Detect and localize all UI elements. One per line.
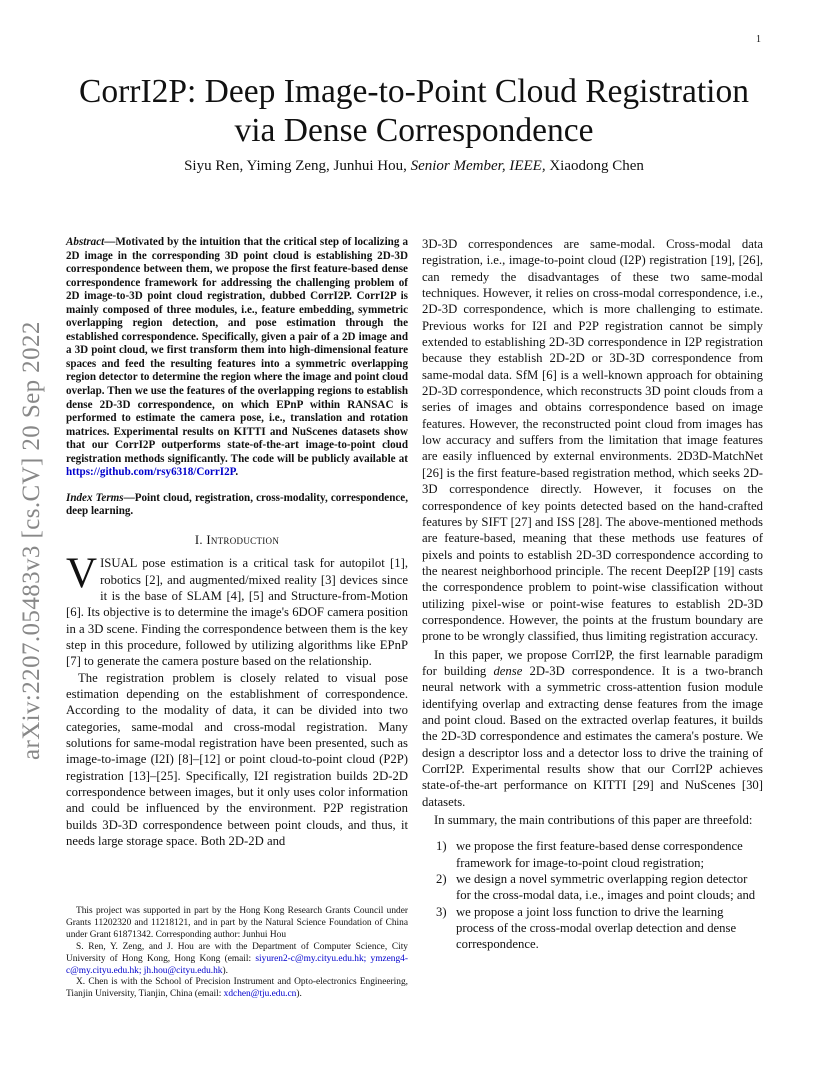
contributions-list	[422, 838, 763, 952]
footnote-affiliation-1-text: S. Ren, Y. Zeng, and J. Hou are with the Department of Computer Science, City University of Hong Kong, Hong Kong (email:	[66, 941, 408, 964]
title-line-1: CorrI2P: Deep Image-to-Point Cloud Registration	[79, 73, 749, 110]
right-paragraph-1: 3D-3D correspondences are same-modal. Cross-modal data registration, i.e., image-to-point cloud (I2P) registration [19], [26], can remedy the disadvantages of these two same-modal techniques. However, it relies on cross-modal correspondence, i.e., 2D-3D correspondence, which is more challenging to estimate. Previous works for I2I and P2P registration cannot be simply extended to establishing 2D-3D correspondence in I2P registration because they establish 2D-2D or 3D-3D correspondence from same-modal data. SfM [6] is a well-known approach for obtaining 2D-3D correspondence, which reconstructs 3D point clouds from a series of images and obtains correspondence based on image features. However, the reconstructed point cloud from images has low accuracy and suffers from the limitation that image features are easily influenced by external environments. 2D3D-MatchNet [26] is the first feature-based registration method, which seeks 2D-3D correspondence directly. However, it focuses on the correspondence of key points detected based on the hand-crafted features by SIFT [27] and ISS [28]. The above-mentioned methods are feature-based, meaning that these methods use features of pixels and points to establish 2D-3D correspondence according to the nearest neighborhood principle. The recent DeepI2P [19] casts the correspondence problem to point-wise classification without utilizing pixel-wise or point-wise features to establish 2D-3D correspondence. However, the points at the frustum boundary are prone to be wrongly classified, thus limiting registration accuracy.	[422, 237, 763, 644]
footnote-funding: This project was supported in part by the Hong Kong Research Grants Council under Grants 11202320 and 11218121, and in part by the Natural Science Foundation of China under Grant 61871342. Corresponding author: Junhui Hou	[66, 906, 408, 940]
index-terms	[66, 492, 408, 519]
abstract	[66, 236, 408, 480]
footnote-affiliation-2-text: X. Chen is with the School of Precision Instrument and Opto-electronics Engineering, Tianjin University, Tianjin, China (email:	[66, 977, 408, 1000]
right-paragraph-2-rest: 2D-3D correspondence. It is a two-branch neural network with a symmetric cross-attention fusion module identifying overlap and extracting dense features from the image and point cloud. Based on the extracted overlap features, it builds the 2D-3D correspondence and estimates the camera's posture. We design a descriptor loss and a detector loss to drive the training of CorrI2P. Experimental results show that our CorrI2P achieves state-of-the-art performance on KITTI [29] and NuScenes [30] datasets.	[422, 663, 763, 809]
arxiv-stamp: arXiv:2207.05483v3 [cs.CV] 20 Sep 2022	[18, 321, 45, 760]
intro-paragraph-1-text: ISUAL pose estimation is a critical task for autopilot [1], robotics [2], and augmented/mixed reality [3] devices since it is the base of SLAM [4], [5] and Structure-from-Motion [6]. Its objective is to determine the image's 6DOF camera position in a 3D scene. Finding the correspondence between them is the key step in this procedure, followed by utilizing algorithms like EPnP [7] to generate the camera posture based on the relationship.	[66, 556, 408, 669]
abstract-text: —Motivated by the intuition that the critical step of localizing a 2D image in the corresponding 3D point cloud is establishing 2D-3D correspondence between them, we propose the first feature-based dense correspondence framework for addressing the challenging problem of 2D image-to-3D point cloud registration, dubbed CorrI2P. CorrI2P is mainly composed of three modules, i.e., feature embedding, symmetric overlapping region detection, and pose estimation through the established correspondence. Specifically, given a pair of a 2D image and a 3D point cloud, we first transform them into high-dimensional feature spaces and feed the resulting features into a symmetric overlapping region detector to determine the region where the image and point cloud overlap. Then we use the features of the overlapping regions to establish dense 2D-3D correspondence, on which EPnP within RANSAC is performed to estimate the camera pose, i.e., translation and rotation matrices. Experimental results on KITTI and NuScenes datasets show that our CorrI2P outperforms state-of-the-art image-to-point cloud registration methods significantly. The code will be publicly available at	[66, 236, 408, 465]
intro-paragraph-1	[66, 550, 408, 669]
drop-cap: V	[66, 550, 98, 598]
footnote-affiliation-1	[66, 942, 408, 978]
authors-italic: Senior Member, IEEE,	[410, 158, 546, 174]
contribution-text: we propose a joint loss function to drive the learning process of the cross-modal overlap detection and dense correspondence.	[456, 904, 737, 952]
abstract-label: Abstract	[66, 236, 105, 248]
contribution-item	[422, 904, 763, 953]
footnote-affiliation-2	[66, 977, 408, 1001]
footnote-affiliation-2-close: ).	[296, 989, 302, 1000]
footnote-email-link[interactable]: xdchen@tju.edu.cn	[223, 989, 297, 1000]
right-paragraph-3: In summary, the main contributions of this paper are threefold:	[434, 813, 753, 828]
authors-plain: Siyu Ren, Yiming Zeng, Junhui Hou,	[184, 158, 411, 174]
right-paragraph-2	[422, 647, 763, 810]
page-number: 1	[756, 34, 761, 45]
footnote-emails-link[interactable]: siyuren2-c@my.cityu.edu.hk; ymzeng4-c@my.cityu.edu.hk; jh.hou@cityu.edu.hk	[66, 953, 408, 976]
contribution-number: 3)	[436, 904, 447, 919]
paper-title	[0, 72, 828, 150]
contribution-number: 1)	[436, 839, 447, 854]
footnotes	[66, 906, 408, 1001]
abstract-end: .	[235, 466, 239, 479]
title-line-2: via Dense Correspondence	[234, 112, 594, 149]
left-column	[66, 236, 408, 849]
footnote-affiliation-1-close: ).	[222, 965, 228, 976]
right-paragraph-2-emphasis: dense	[493, 663, 523, 678]
right-column	[422, 236, 763, 953]
right-paragraph-2-start: In this paper, we propose CorrI2P, the first learnable paradigm for building	[422, 647, 763, 678]
contribution-text: we propose the first feature-based dense correspondence framework for image-to-point cloud registration;	[456, 839, 743, 870]
authors	[0, 158, 828, 175]
intro-paragraph-2: The registration problem is closely related to visual pose estimation depending on the establishment of correspondence. According to the modality of data, it can be divided into two categories, same-modal and cross-modal registration. Many solutions for same-modal registration have been presented, such as image-to-image (I2I) [8]–[12] or point cloud-to-point cloud (P2P) registration [13]–[25]. Specifically, I2I registration builds 2D-2D correspondence between images, but it only uses color information and could be influenced by the environment. P2P registration builds 3D-3D correspondence between point clouds, and thus, it needs large storage space. Both 2D-2D and	[66, 670, 408, 849]
contribution-number: 2)	[436, 872, 447, 887]
contribution-item	[422, 838, 763, 871]
contribution-text: we design a novel symmetric overlapping region detector for the cross-modal data, i.e., images and point clouds; and	[456, 872, 756, 903]
index-terms-label: Index Terms	[66, 491, 124, 504]
section-heading-introduction: I. Introduction	[194, 532, 280, 547]
contribution-item	[422, 871, 763, 904]
code-link[interactable]: https://github.com/rsy6318/CorrI2P	[66, 466, 236, 479]
authors-tail: Xiaodong Chen	[545, 158, 644, 174]
index-terms-text: —Point cloud, registration, cross-modality, correspondence, deep learning.	[66, 491, 408, 518]
